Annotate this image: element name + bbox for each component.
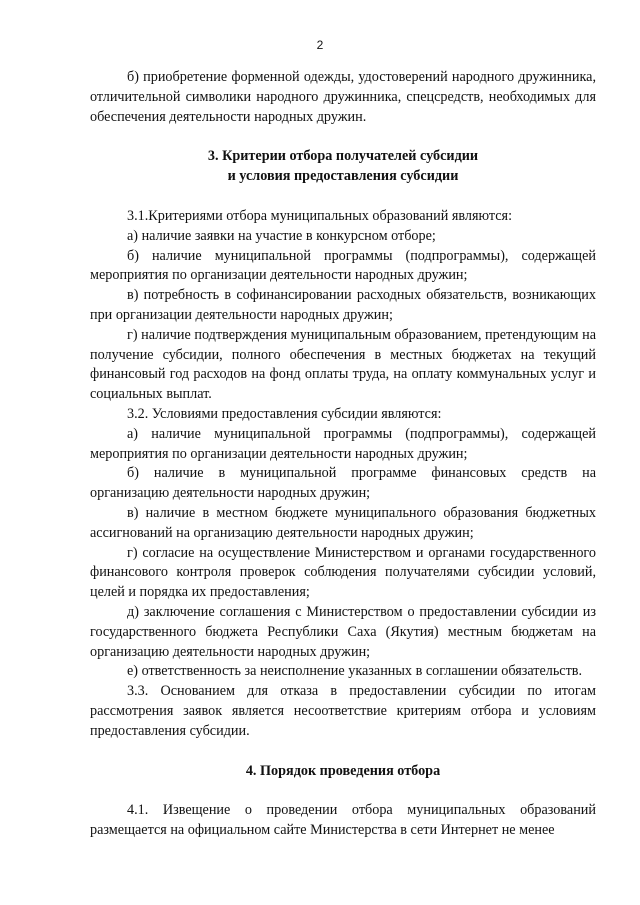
paragraph: 4.1. Извещение о проведении отбора муниципальных образований размещается на официальном сайте Министерства в сети Интернет не менее — [90, 802, 596, 839]
document-body — [90, 68, 596, 841]
paragraph: д) заключение соглашения с Министерством о предоставлении субсидии из государственного бюджета Республики Саха (Якутия) местным бюджетам на организацию деятельности народных дружин; — [90, 603, 596, 660]
section-3-title-line-1: 3. Критерии отбора получателей субсидии — [207, 148, 479, 165]
paragraph: г) согласие на осуществление Министерством и органами государственного финансового контроля проверок соблюдения получателями субсидии условий, целей и порядка их предоставления; — [90, 544, 596, 601]
paragraph: б) приобретение форменной одежды, удостоверений народного дружинника, отличительной символики народного дружинника, спецсредств, необходимых для обеспечения деятельности народных дружин. — [90, 69, 596, 125]
paragraph: 3.2. Условиями предоставления субсидии являются: — [127, 405, 442, 422]
paragraph: в) потребность в софинансировании расходных обязательств, возникающих при организации деятельности народных дружин; — [90, 287, 596, 323]
paragraph: а) наличие заявки на участие в конкурсном отборе; — [127, 227, 436, 244]
paragraph: е) ответственность за неисполнение указанных в соглашении обязательств. — [127, 663, 583, 680]
paragraph: в) наличие в местном бюджете муниципального образования бюджетных ассигнований на организацию деятельности народных дружин; — [90, 504, 596, 541]
paragraph: б) наличие в муниципальной программе финансовых средств на организацию деятельности народных дружин; — [90, 465, 596, 502]
paragraph: б) наличие муниципальной программы (подпрограммы), содержащей мероприятия по организации деятельности народных дружин; — [90, 247, 596, 284]
paragraph: 3.3. Основанием для отказа в предоставлении субсидии по итогам рассмотрения заявок является несоответствие критериям отбора и условиям предоставления субсидии. — [90, 683, 596, 739]
page-number: 2 — [316, 38, 324, 52]
section-4-title: 4. Порядок проведения отбора — [245, 762, 441, 779]
paragraph: а) наличие муниципальной программы (подпрограммы), содержащей мероприятия по организации деятельности народных дружин; — [90, 425, 596, 462]
paragraph: 3.1.Критериями отбора муниципальных образований являются: — [127, 207, 513, 224]
paragraph: г) наличие подтверждения муниципальным образованием, претендующим на получение субсидии, полного обеспечения в местных бюджетах на текущий финансовый год расходов на фонд оплаты труда, на оплату коммунальных услуг и социальных выплат. — [90, 326, 596, 403]
section-3-title-line-2: и условия предоставления субсидии — [227, 168, 459, 185]
